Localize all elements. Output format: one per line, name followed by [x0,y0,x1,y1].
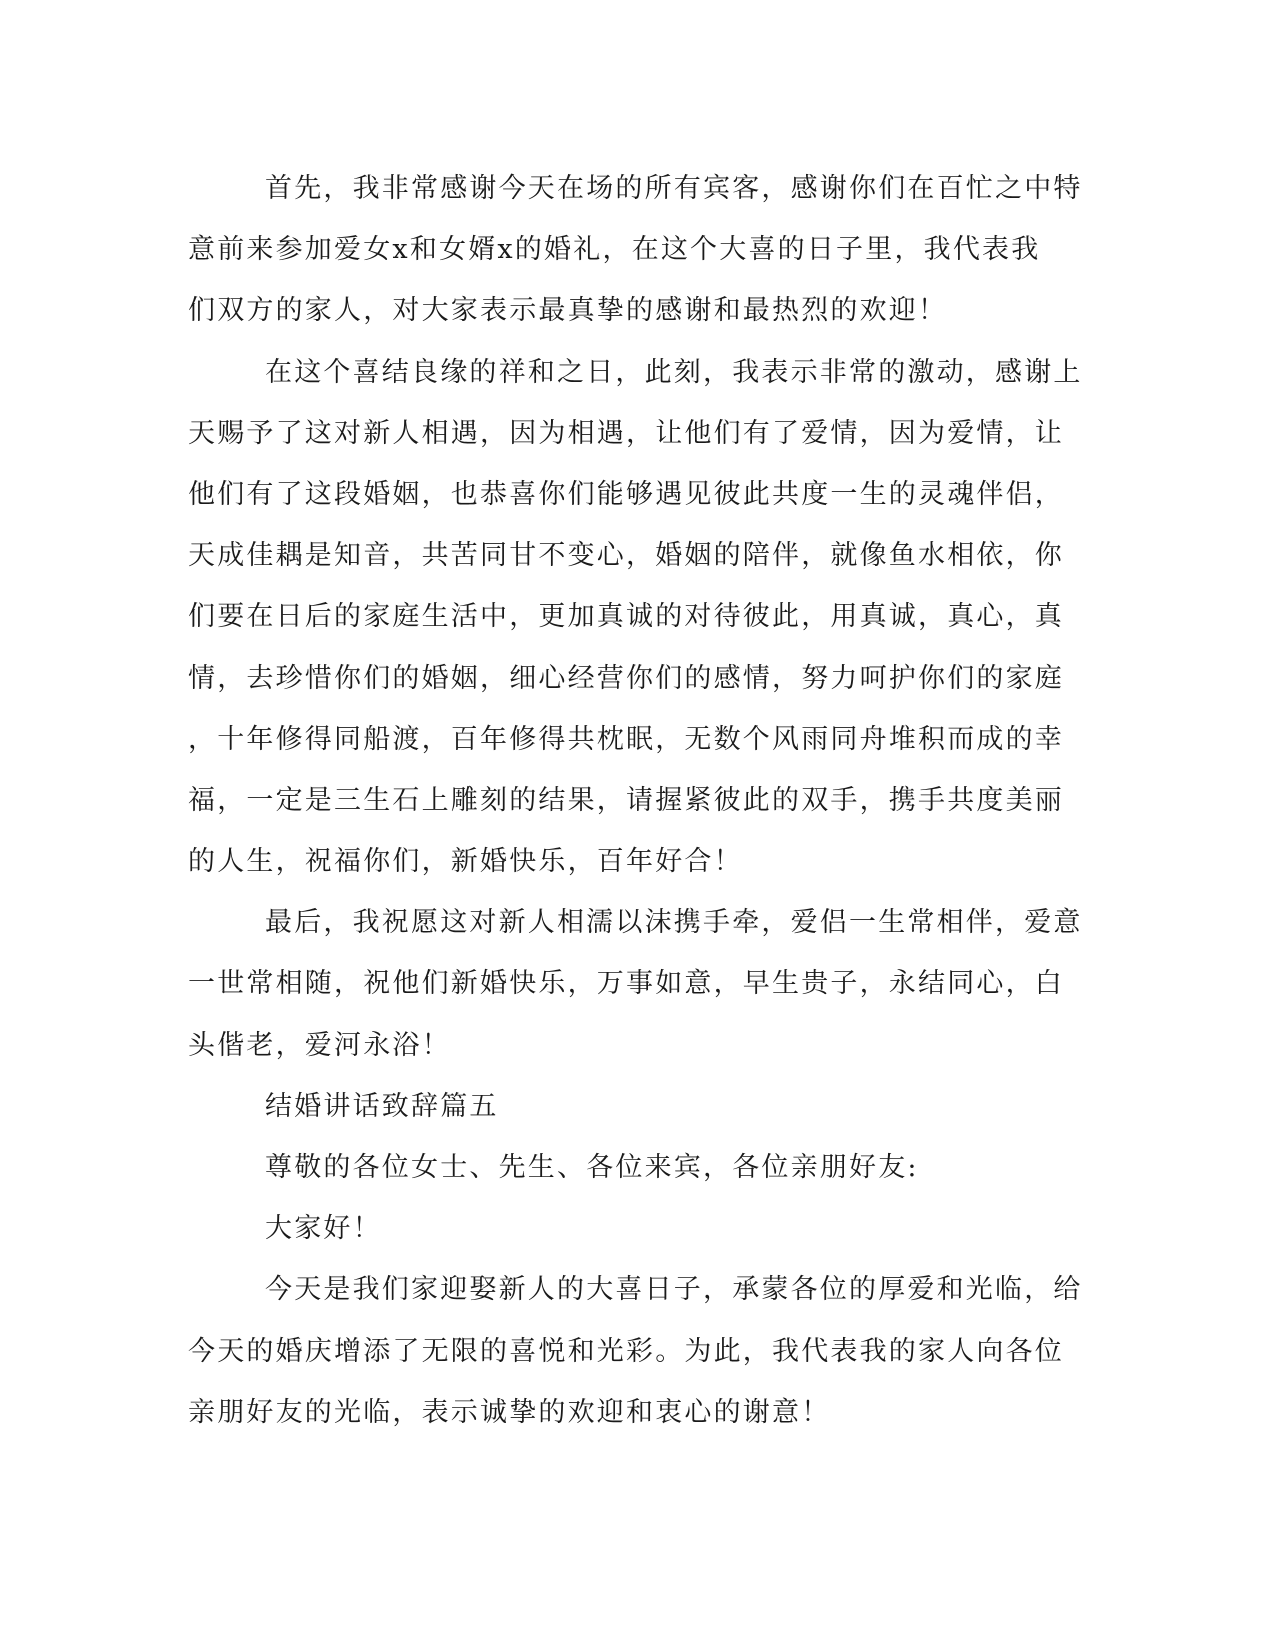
text-line: 头偕老，爱河永浴！ [188,1029,451,1061]
text-line: 他们有了这段婚姻，也恭喜你们能够遇见彼此共度一生的灵魂伴侣， [188,478,1064,510]
text-line: 最后，我祝愿这对新人相濡以沫携手牵，爱侣一生常相伴，爱意 [265,907,1083,939]
document-body [188,158,1083,1443]
text-line: 福，一定是三生石上雕刻的结果，请握紧彼此的双手，携手共度美丽 [188,784,1064,816]
section-heading: 结婚讲话致辞篇五 [265,1090,499,1122]
text-line: ，十年修得同船渡，百年修得共枕眠，无数个风雨同舟堆积而成的幸 [188,723,1064,755]
text-line: 在这个喜结良缘的祥和之日，此刻，我表示非常的激动，感谢上 [265,356,1083,388]
text-line: 意前来参加爱女x和女婿x的婚礼，在这个大喜的日子里，我代表我 [188,234,1041,266]
text-line: 一世常相随，祝他们新婚快乐，万事如意，早生贵子，永结同心，白 [188,968,1064,1000]
text-line: 们要在日后的家庭生活中，更加真诚的对待彼此，用真诚，真心，真 [188,601,1064,633]
text-line: 情，去珍惜你们的婚姻，细心经营你们的感情，努力呵护你们的家庭 [188,662,1064,694]
text-line: 今天是我们家迎娶新人的大喜日子，承蒙各位的厚爱和光临，给 [265,1274,1083,1306]
greeting: 大家好！ [265,1213,382,1245]
text-line: 首先，我非常感谢今天在场的所有宾客，感谢你们在百忙之中特 [265,173,1083,204]
salutation: 尊敬的各位女士、先生、各位来宾，各位亲朋好友: [265,1152,919,1183]
text-line: 的人生，祝福你们，新婚快乐，百年好合！ [188,846,743,878]
text-line: 天成佳耦是知音，共苦同甘不变心，婚姻的陪伴，就像鱼水相依，你 [188,540,1064,572]
text-line: 们双方的家人，对大家表示最真挚的感谢和最热烈的欢迎！ [188,295,948,327]
text-line: 今天的婚庆增添了无限的喜悦和光彩。为此，我代表我的家人向各位 [188,1335,1064,1367]
text-line: 亲朋好友的光临，表示诚挚的欢迎和衷心的谢意！ [188,1396,831,1428]
text-line: 天赐予了这对新人相遇，因为相遇，让他们有了爱情，因为爱情，让 [188,417,1064,449]
